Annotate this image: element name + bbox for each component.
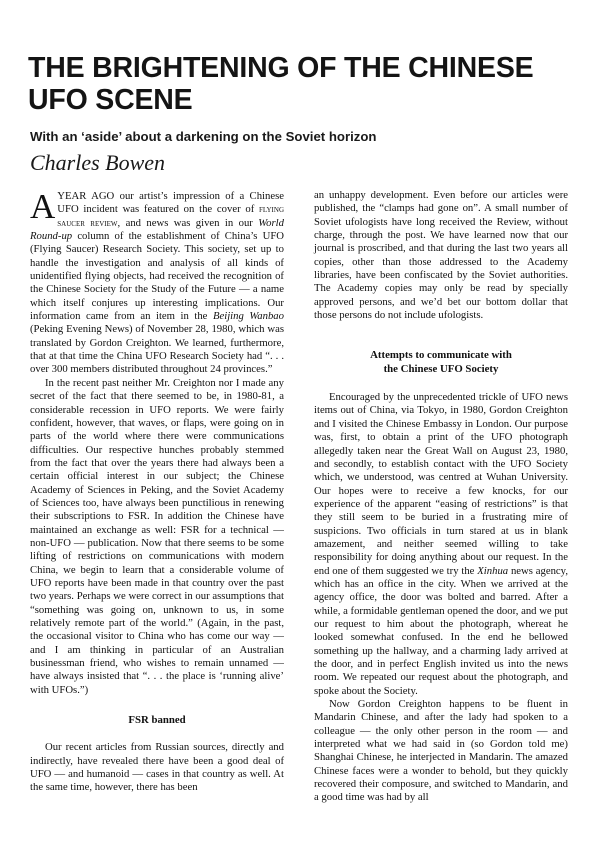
drop-cap: A bbox=[30, 187, 56, 226]
right-column bbox=[314, 189, 568, 805]
russian-sources-paragraph: Our recent articles from Russian sources, directly and indirectly, have revealed there have been a good deal of UFO — and humanoid — cases in that country as well. At the same time, however, there has been bbox=[30, 741, 284, 794]
embassy-visit-paragraph: Encouraged by the unprecedented trickle of UFO news items out of China, via Tokyo, in 1980, Gordon Creighton and I visited the Chinese Embassy in London. Our purpose was, first, to obtain a print of the UFO photograph allegedly taken near the Great Wall on August 23, 1980, and secondly, to establish contact with the UFO Society which, we understood, was centred at Wuhan University. Our hopes were to receive a few knocks, for our experience of the apparent “easing of restrictions” is that they still seem to be buried in a frustrating mire of suspicions. Two officials in turn stared at us in blank amazement, and neither seemed willing to take responsibility for doing anything about our request. In the end one of them suggested we try the Xinhua news agency, which has an office in the city. When we arrived at the agency office, the door was bolted and barred. After a while, a formidable gentleman opened the door, and we put our request to him about the photograph, whereat he looked somewhat confused. In the end he bellowed something up the hallway, and a charming lady arrived at the door, and in perfect English invited us into the news room. We repeated our request about the photograph, and spoke about the Society. bbox=[314, 391, 568, 697]
mandarin-paragraph: Now Gordon Creighton happens to be fluent in Mandarin Chinese, and after the lady had spoken to a colleague — the only other person in the room — and interpreted what we had said in (so Gordon told me) Shanghai Chinese, he interjected in Mandarin. The amazed Chinese faces were a wonder to behold, but they quickly recovered their composure, and switched to Mandarin, and a good time was had by all bbox=[314, 698, 568, 804]
section-heading-attempts: Attempts to communicate with the Chinese UFO Society bbox=[370, 349, 512, 375]
article-title: THE BRIGHTENING OF THE CHINESE UFO SCENE bbox=[28, 52, 534, 116]
left-column bbox=[30, 187, 284, 795]
section-heading-fsr-banned: FSR banned bbox=[128, 714, 186, 727]
article-author: Charles Bowen bbox=[30, 150, 166, 175]
recession-paragraph: In the recent past neither Mr. Creighton nor I made any secret of the fact that there seemed to be, in 1980-81, a considerable recession in UFO reports. We were fairly confident, however, that waves, or flaps, were going on in parts of the world where there were communications difficulties. Our respective hunches probably stemmed from the fact that over the years there had always been a certain official interest in our subject; the Chinese Academy of Sciences in Peking, and the Soviet Academy of Sciences too, have always been punctilious in renewing their subscriptions to FSR. In addition the Chinese have maintained an exchange as well: FSR for a technical — non-UFO — publication. Now that there seems to be some lifting of restrictions on communications with modern China, we begin to learn that a considerable volume of UFO reports have been made in that country over the past two years. Perhaps we were correct in our assumptions that “something was going on, unknown to us, in some relatively remote part of the world.” (Again, in the past, the occasional visitor to China who has come our way — and I am thinking in particular of an Australian businessman friend, who wishes to remain unnamed — have always insisted that “. . . the place is ‘running alive’ with UFOs.”) bbox=[30, 376, 284, 696]
intro-paragraph: AYEAR AGO our artist’s impression of a Chinese UFO incident was featured on the cover of flying saucer review, and news was given in our World Round-up column of the establishment of China’s UFO (Flying Saucer) Research Society. This society, set up to handle the investigation and analysis of all kinds of unidentified flying objects, had received the recognition of the Chinese Society for the Study of the Future — a name which itself conjures up interesting implications. Our information came from an item in the Beijing Wanbao (Peking Evening News) of November 28, 1980, which was translated by Gordon Creighton. We learned, furthermore, that at that time the China UFO Research Society had “. . . over 300 members distributed throughout 24 provinces.” bbox=[30, 187, 284, 376]
agency-name: Xinhua bbox=[477, 564, 509, 577]
column-name: World Round-up bbox=[30, 216, 284, 243]
newspaper-name: Beijing Wanbao bbox=[212, 310, 284, 323]
soviet-continuation-paragraph: an unhappy development. Even before our articles were published, the “clamps had gone on”. A small number of Soviet ufologists have long received the Review, without charge, through the post. We have learned now that our journal is proscribed, and that during the last two years all copies, other than those addressed to the Academy libraries, have been confiscated by the Soviet authorities. The Academy copies may only be read by specially approved persons, and we’d bet our bottom dollar that those persons do not include ufologists. bbox=[314, 189, 568, 322]
article-subtitle: With an ‘aside’ about a darkening on the Soviet horizon bbox=[30, 129, 377, 144]
journal-name: flying saucer review, bbox=[57, 203, 284, 229]
